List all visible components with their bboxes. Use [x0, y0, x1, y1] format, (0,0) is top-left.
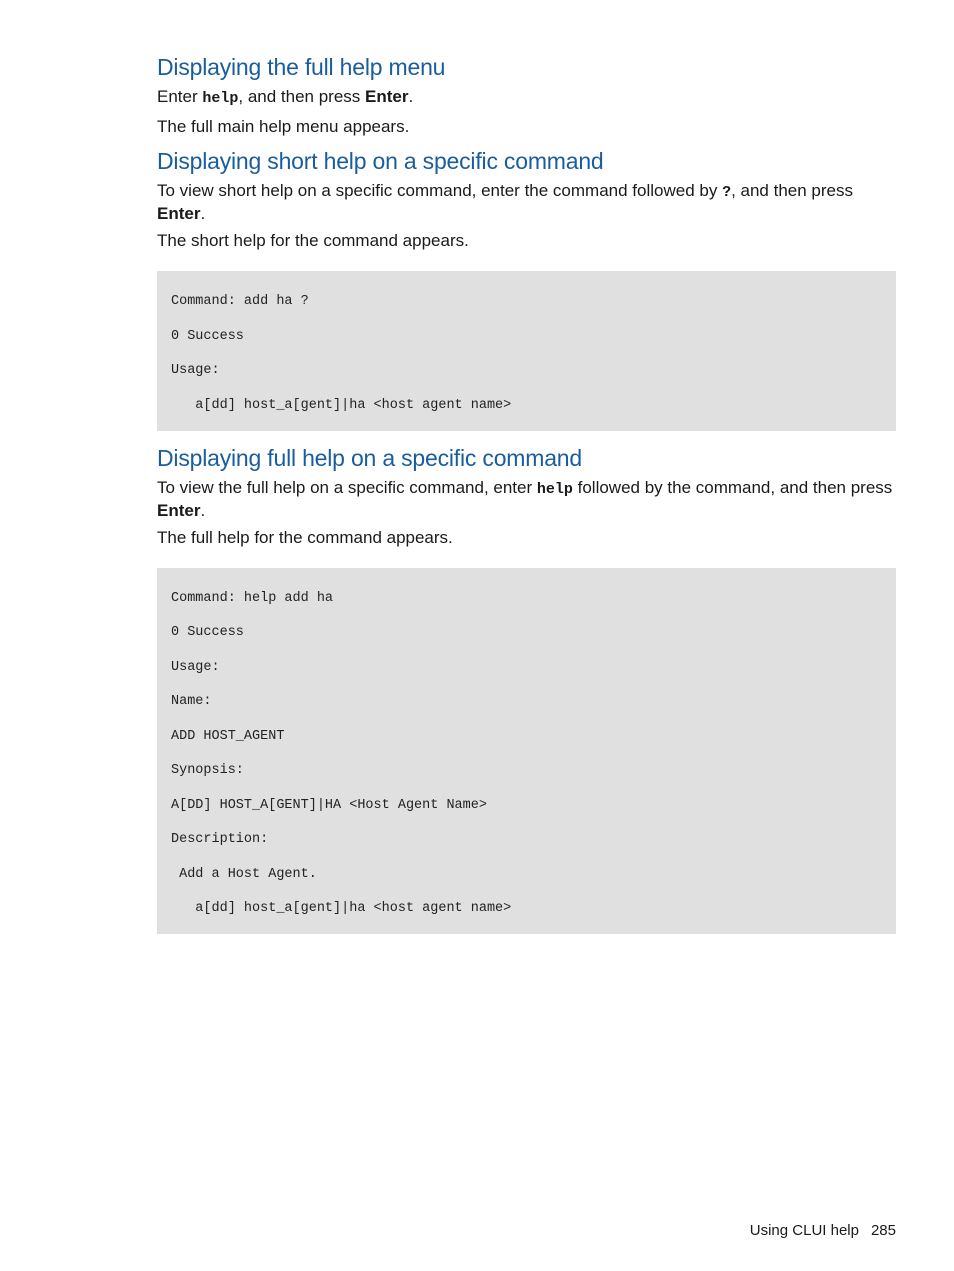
page-content [157, 52, 896, 934]
code-line: Usage: [171, 363, 220, 378]
code-line: Name: [171, 694, 212, 709]
text: To view the full help on a specific command, enter [157, 477, 537, 497]
code-line: Add a Host Agent. [171, 866, 317, 882]
code-line: a[dd] host_a[gent]|ha <host agent name> [171, 901, 512, 916]
inline-code: help [536, 480, 573, 498]
text: , and then press [238, 87, 366, 106]
footer-section-title: Using CLUI help [749, 1222, 859, 1239]
code-line: Description: [171, 832, 269, 847]
code-line: Usage: [171, 659, 220, 675]
page-number: 285 [870, 1222, 896, 1239]
text: . [408, 87, 414, 106]
text: . [200, 500, 206, 520]
code-line: A[DD] HOST_A[GENT]|HA <Host Agent Name> [171, 797, 487, 813]
text: To view short help on a specific command, enter the command followed by [157, 181, 723, 200]
text: , and then press [731, 181, 853, 200]
section-heading-full-help: Displaying full help on a specific command [157, 444, 582, 471]
key-name: Enter [157, 500, 201, 520]
code-line: a[dd] host_a[gent]|ha <host agent name> [171, 397, 512, 413]
text: . [200, 204, 206, 223]
paragraph: The short help for the command appears. [157, 231, 469, 250]
section-heading-full-help-menu: Displaying the full help menu [157, 54, 446, 80]
paragraph [157, 86, 896, 109]
inline-code: help [202, 90, 239, 107]
page-footer [750, 1222, 896, 1239]
key-name: Enter [157, 204, 201, 223]
paragraph [157, 180, 896, 224]
section-heading-short-help: Displaying short help on a specific command [157, 148, 604, 174]
key-name: Enter [365, 87, 409, 106]
inline-code: ? [722, 184, 732, 201]
paragraph: The full help for the command appears. [157, 527, 453, 547]
code-line: Command: add ha ? [171, 294, 309, 309]
code-block-full-help [157, 568, 896, 935]
code-block-short-help [157, 271, 896, 431]
code-line: 0 Success [171, 328, 244, 344]
code-line: ADD HOST_AGENT [171, 728, 285, 744]
code-line: Synopsis: [171, 763, 244, 778]
code-line: Command: help add ha [171, 590, 334, 606]
paragraph: The full main help menu appears. [157, 117, 410, 136]
text: followed by the command, and then press [572, 477, 893, 497]
code-line: 0 Success [171, 625, 244, 640]
text: Enter [157, 87, 203, 106]
paragraph [157, 477, 896, 521]
